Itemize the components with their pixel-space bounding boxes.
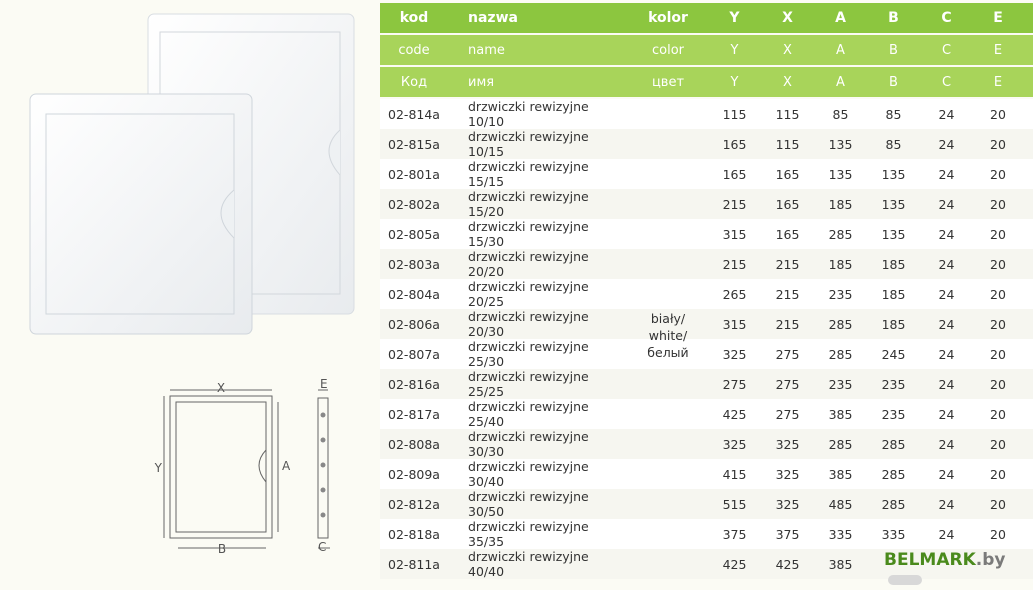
table-cell: 85 [885,136,902,152]
table-cell: drzwiczki rewizyjne 20/20 [468,249,589,279]
header-cell: nazwa [468,10,518,26]
table-cell: 02-806a [388,316,440,332]
header-cell: имя [468,74,495,90]
header-cell: code [398,42,430,58]
table-row [380,159,1033,189]
header-cell: E [993,74,1003,90]
table-cell: drzwiczki rewizyjne 30/40 [468,459,589,489]
table-cell: 285 [828,316,853,332]
header-cell: A [835,10,846,26]
logo-name: BELMARK [884,550,976,570]
table-cell: drzwiczki rewizyjne 20/30 [468,309,589,339]
header-cell: kolor [648,10,688,26]
table-cell: 185 [881,256,906,272]
table-row [380,489,1033,519]
table-cell: 485 [828,496,853,512]
table-cell: 235 [881,376,906,392]
table-cell: drzwiczki rewizyjne 10/10 [468,99,589,129]
table-cell: 20 [990,136,1006,152]
header-row [380,3,1033,33]
table-cell: 02-812a [388,496,440,512]
label-c: C [318,540,327,554]
table-cell: 20 [990,106,1006,122]
table-cell: 135 [881,196,906,212]
table-cell: 20 [990,166,1006,182]
table-cell: 24 [938,466,955,482]
table-cell: 20 [990,376,1006,392]
label-x: X [216,381,226,395]
table-cell: 165 [775,226,800,242]
table-cell [628,549,708,579]
header-cell: X [783,42,792,58]
table-cell: 24 [938,496,955,512]
product-illustration [0,0,380,581]
header-cell: C [941,74,952,90]
table-cell: 285 [881,436,906,452]
belmark-logo [884,550,1033,590]
table-cell: 20 [990,316,1006,332]
header-cell: Y [730,42,739,58]
table-cell: 275 [775,376,800,392]
table-cell: 24 [938,286,955,302]
table-cell: 24 [938,526,955,542]
table-cell [628,519,708,549]
table-header [380,3,1033,97]
table-cell: 275 [775,346,800,362]
table-row [380,189,1033,219]
kolor-value [628,310,708,361]
table-cell: 02-814a [388,106,440,122]
table-cell: 165 [722,166,747,182]
table-cell: 24 [938,106,955,122]
label-y: Y [154,461,162,475]
table-cell: 135 [881,166,906,182]
table-cell: 02-803a [388,256,440,272]
table-cell: drzwiczki rewizyjne 30/30 [468,429,589,459]
table-cell: drzwiczki rewizyjne 20/25 [468,279,589,309]
table-cell [628,399,708,429]
table-cell: 24 [938,136,955,152]
logo-suffix: .by [975,550,1006,570]
table-cell: 185 [828,196,853,212]
dimension-diagram [164,390,330,548]
table-cell: 115 [775,106,800,122]
header-cell: kod [399,10,429,26]
table-cell: 385 [828,466,853,482]
table-cell: 185 [881,286,906,302]
table-cell: 215 [775,256,800,272]
table-cell: 02-807a [388,346,440,362]
table-cell [628,459,708,489]
table-cell: drzwiczki rewizyjne 35/35 [468,519,589,549]
diagram-holes [321,413,326,518]
table-cell: 02-818a [388,526,440,542]
table-cell: 415 [722,466,747,482]
table-cell: 02-805a [388,226,440,242]
table-cell: 165 [775,196,800,212]
table-cell [628,129,708,159]
table-cell: 425 [722,406,747,422]
table-row [380,459,1033,489]
table-cell [628,489,708,519]
table-cell: 20 [990,196,1006,212]
table-cell: 325 [722,436,747,452]
table-cell: 20 [990,526,1006,542]
table-cell: 02-816a [388,376,440,392]
table-cell [628,279,708,309]
table-cell: 235 [828,376,853,392]
table-row [380,219,1033,249]
table-cell: 24 [938,316,955,332]
table-cell: 325 [775,466,800,482]
table-cell: 24 [938,376,955,392]
table-cell: 135 [828,136,853,152]
table-cell: 02-802a [388,196,440,212]
table-cell: 20 [990,226,1006,242]
header-cell: B [888,10,899,26]
table-cell: 215 [775,286,800,302]
table-cell: 02-804a [388,286,440,302]
table-cell [628,159,708,189]
table-cell: 215 [775,316,800,332]
table-row [380,99,1033,129]
table-cell: 185 [881,316,906,332]
table-cell: 335 [828,526,853,542]
table-cell: 135 [828,166,853,182]
table-cell: 02-808a [388,436,440,452]
table-cell: 85 [885,106,902,122]
header-row [380,35,1033,65]
table-cell: 20 [990,436,1006,452]
table-cell: 325 [722,346,747,362]
header-cell: B [889,74,898,90]
header-cell: X [782,10,793,26]
table-row [380,399,1033,429]
table-cell: 245 [881,346,906,362]
table-cell: 375 [722,526,747,542]
table-cell: 24 [938,406,955,422]
table-cell: 285 [881,496,906,512]
table-cell: 315 [722,316,747,332]
header-cell: Y [730,74,739,90]
table-cell [628,99,708,129]
header-cell: color [651,42,684,58]
table-cell: 385 [828,556,853,572]
table-cell: drzwiczki rewizyjne 15/20 [468,189,589,219]
table-cell: 02-817a [388,406,440,422]
label-a: A [282,459,291,473]
table-cell: drzwiczki rewizyjne 40/40 [468,549,589,579]
table-cell: 20 [990,466,1006,482]
table-row [380,429,1033,459]
table-row [380,249,1033,279]
table-cell: 24 [938,436,955,452]
table-cell: 425 [722,556,747,572]
table-cell: 24 [938,346,955,362]
header-cell: B [889,42,898,58]
header-cell: C [941,42,952,58]
table-cell: drzwiczki rewizyjne 25/30 [468,339,589,369]
table-cell: drzwiczki rewizyjne 30/50 [468,489,589,519]
table-cell: 85 [832,106,849,122]
table-cell: 285 [828,346,853,362]
table-cell: 285 [828,436,853,452]
logo-mark [888,575,922,585]
header-cell: E [993,10,1003,26]
table-cell: 275 [722,376,747,392]
table-row [380,369,1033,399]
table-cell: 115 [722,106,747,122]
table-cell: 02-811a [388,556,440,572]
table-cell: 20 [990,406,1006,422]
table-cell: 315 [722,226,747,242]
table-cell: drzwiczki rewizyjne 15/15 [468,159,589,189]
table-cell: 02-801a [388,166,440,182]
table-cell: 425 [775,556,800,572]
table-cell: 135 [881,226,906,242]
table-cell: drzwiczki rewizyjne 15/30 [468,219,589,249]
header-cell: X [783,74,792,90]
product-table [380,3,1033,579]
table-cell [628,249,708,279]
header-cell: Код [400,74,428,90]
table-cell: 215 [722,196,747,212]
table-cell: drzwiczki rewizyjne 25/40 [468,399,589,429]
table-cell: drzwiczki rewizyjne 10/15 [468,129,589,159]
table-cell: 115 [775,136,800,152]
table-cell: 24 [938,166,955,182]
header-cell: Y [729,10,740,26]
table-cell: 325 [775,496,800,512]
header-cell: цвет [651,74,685,90]
front-door-photo [30,94,252,334]
table-cell: 235 [881,406,906,422]
table-row [380,519,1033,549]
table-cell [628,219,708,249]
header-cell: A [836,42,845,58]
table-cell: drzwiczki rewizyjne 25/25 [468,369,589,399]
header-cell: E [993,42,1003,58]
label-e: E [320,377,328,391]
table-cell: 275 [775,406,800,422]
table-cell [628,189,708,219]
table-cell [628,429,708,459]
table-cell: 24 [938,196,955,212]
table-cell: 02-809a [388,466,440,482]
table-cell: 20 [990,286,1006,302]
table-cell: 515 [722,496,747,512]
table-cell: 215 [722,256,747,272]
label-b: B [217,542,227,556]
header-cell: name [468,42,505,58]
table-cell: 165 [775,166,800,182]
kolor-en: white/ [648,328,688,343]
table-cell: 20 [990,256,1006,272]
table-cell: 165 [722,136,747,152]
table-cell: 265 [722,286,747,302]
table-cell: 285 [828,226,853,242]
table-cell: 24 [938,256,955,272]
table-row [380,279,1033,309]
table-cell: 185 [828,256,853,272]
header-cell: A [836,74,845,90]
table-cell: 24 [938,226,955,242]
header-cell: C [941,10,952,26]
table-row [380,129,1033,159]
table-cell: 20 [990,346,1006,362]
table-cell: 375 [775,526,800,542]
table-cell: 235 [828,286,853,302]
table-cell: 285 [881,466,906,482]
table-cell: 325 [775,436,800,452]
table-cell: 20 [990,496,1006,512]
header-row [380,67,1033,97]
table-cell [628,369,708,399]
kolor-pl: biały/ [650,311,686,326]
table-cell: 335 [881,526,906,542]
table-cell: 02-815a [388,136,440,152]
table-cell: 385 [828,406,853,422]
kolor-ru: белый [647,345,689,360]
